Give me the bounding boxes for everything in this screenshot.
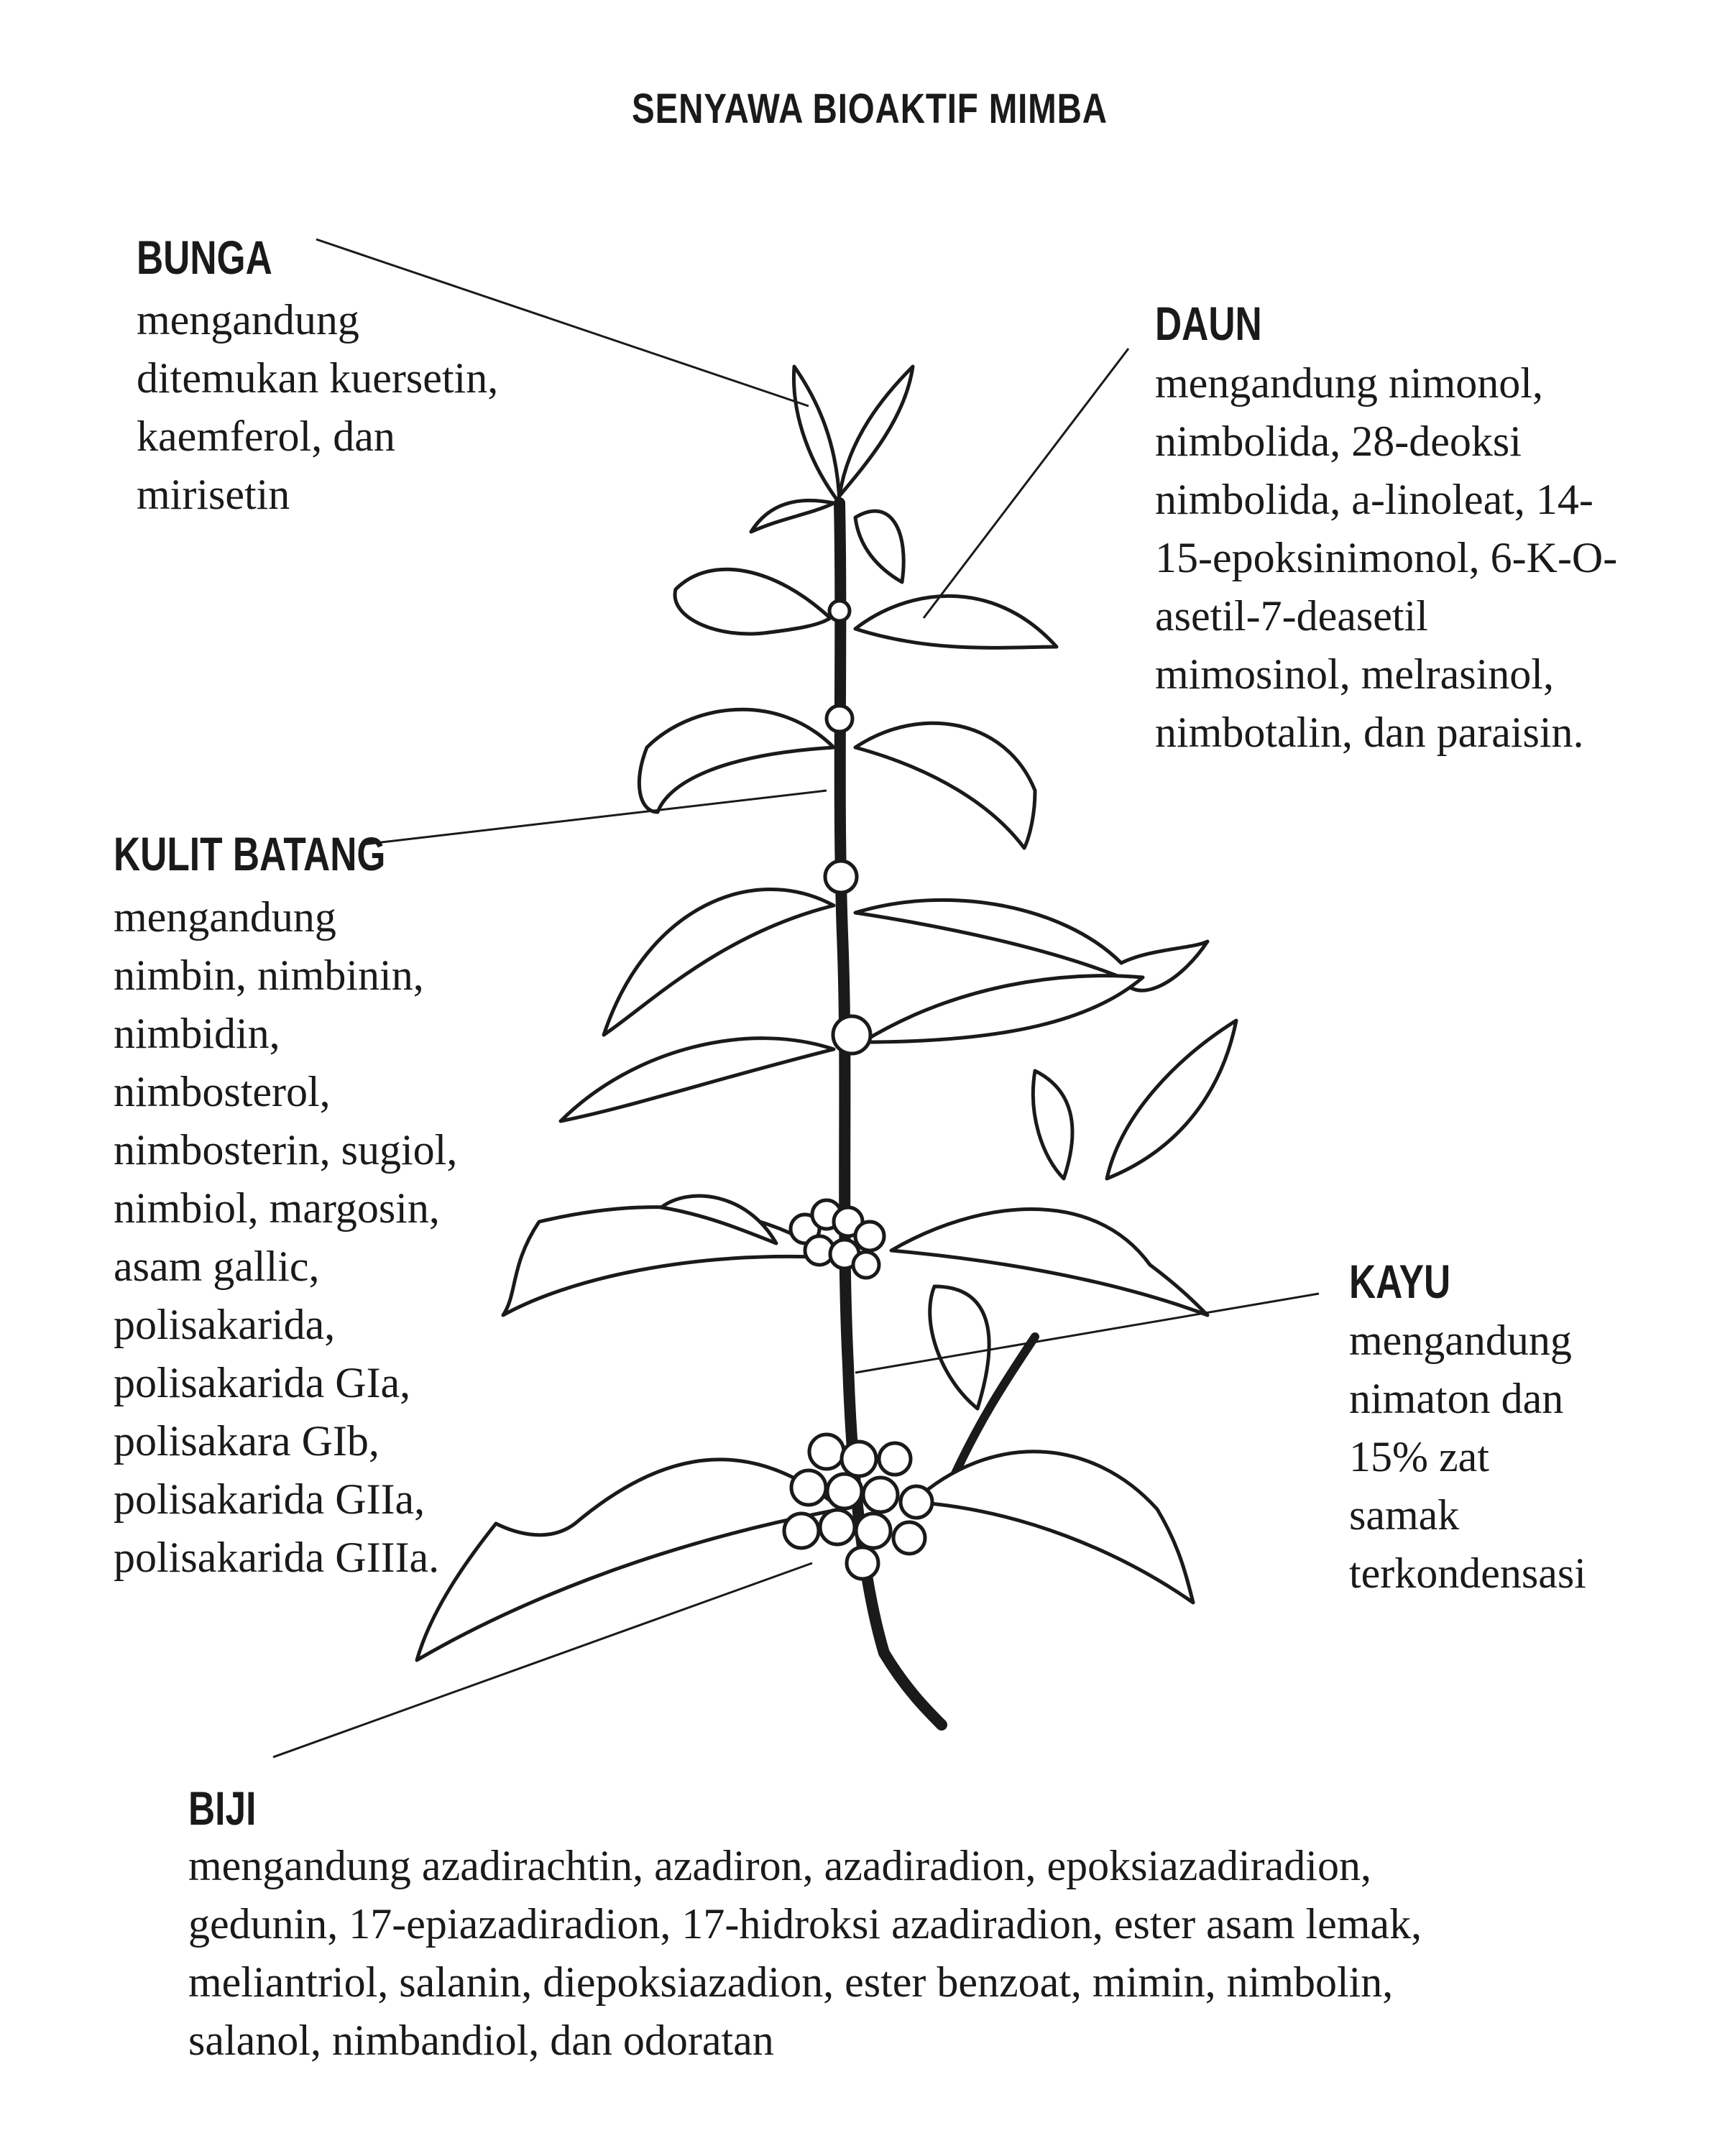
bunga-line: kaemferol, dan	[137, 413, 395, 460]
kayu-description	[1349, 1312, 1586, 1603]
bunga-line: mirisetin	[137, 471, 290, 518]
daun-line: mimosinol, melrasinol,	[1155, 650, 1554, 698]
kulit-batang-line: nimbiol, margosin,	[114, 1184, 440, 1232]
leaf-3-left	[604, 890, 834, 1036]
leaf-2-left	[639, 709, 834, 812]
top-leaf-right	[840, 367, 913, 496]
kulit-batang-line: polisakarida GIa,	[114, 1359, 411, 1406]
biji-line: mengandung azadirachtin, azadiron, azadiradion, epoksiazadiradion,	[188, 1842, 1371, 1889]
daun-line: mengandung nimonol,	[1155, 359, 1543, 407]
biji-description	[188, 1837, 1422, 2070]
daun-line: nimbotalin, dan paraisin.	[1155, 709, 1584, 756]
kulit-batang-line: nimbin, nimbinin,	[114, 952, 424, 999]
daun-line: nimbolida, a-linoleat, 14-	[1155, 476, 1593, 523]
kulit-batang-line: polisakarida GIIIa.	[114, 1534, 440, 1581]
kayu-line: nimaton dan	[1349, 1375, 1564, 1422]
biji-line: salanol, nimbandiol, dan odoratan	[188, 2017, 774, 2064]
daun-line: 15-epoksinimonol, 6-K-O-	[1155, 534, 1618, 581]
page-title: SENYAWA BIOAKTIF MIMBA	[632, 86, 1108, 132]
leader-line-kayu	[855, 1294, 1319, 1373]
kayu-line: samak	[1349, 1491, 1460, 1539]
bunga-heading: BUNGA	[137, 231, 272, 284]
biji-line: meliantriol, salanin, diepoksiazadion, ester benzoat, mimin, nimbolin,	[188, 1958, 1394, 2006]
kayu-line: mengandung	[1349, 1317, 1572, 1364]
top-leaf-left	[794, 367, 840, 503]
leaf-1-left	[675, 569, 830, 634]
berry-cluster-mid	[791, 1200, 884, 1278]
leaf-5-left	[503, 1207, 834, 1315]
bud-cluster-2	[827, 706, 852, 732]
daun-heading: DAUN	[1155, 297, 1262, 350]
lower-branch-leaf	[930, 1286, 989, 1409]
bud-cluster-1	[829, 601, 850, 621]
bottom-leaf-right	[913, 1452, 1193, 1603]
leader-line-daun	[924, 349, 1128, 618]
flower-cluster-4	[833, 1016, 870, 1054]
kulit-batang-description	[114, 888, 457, 1587]
leaf-1-right	[855, 596, 1057, 648]
kayu-line: terkondensasi	[1349, 1549, 1586, 1597]
side-leaf-1	[1033, 1071, 1072, 1179]
biji-heading: BIJI	[188, 1782, 257, 1835]
leaf-2-right	[855, 723, 1035, 848]
leaf-3-right	[855, 900, 1208, 990]
kulit-batang-line: nimbosterol,	[114, 1068, 331, 1115]
bunga-line: mengandung	[137, 296, 359, 344]
kulit-batang-line: polisakarida GIIa,	[114, 1475, 426, 1523]
daun-line: nimbolida, 28-deoksi	[1155, 418, 1522, 465]
leader-line-kulit-batang	[363, 791, 827, 844]
kayu-line: 15% zat	[1349, 1433, 1489, 1480]
flower-cluster-3	[825, 861, 857, 893]
kulit-batang-line: mengandung	[114, 893, 336, 941]
biji-line: gedunin, 17-epiazadiradion, 17-hidroksi azadiradion, ester asam lemak,	[188, 1900, 1422, 1948]
small-leaf-left	[751, 500, 834, 532]
kulit-batang-line: polisakara GIb,	[114, 1417, 380, 1465]
kulit-batang-line: asam gallic,	[114, 1243, 320, 1290]
bunga-line: ditemukan kuersetin,	[137, 354, 499, 402]
kulit-batang-line: polisakarida,	[114, 1301, 336, 1348]
kulit-batang-line: nimbidin,	[114, 1010, 280, 1057]
daun-description	[1155, 354, 1617, 762]
leaf-4-left	[561, 1038, 834, 1121]
daun-line: asetil-7-deasetil	[1155, 592, 1428, 640]
side-leaf-2	[1107, 1021, 1236, 1179]
kayu-heading: KAYU	[1349, 1255, 1451, 1308]
small-leaf-right	[855, 511, 903, 582]
kulit-batang-heading: KULIT BATANG	[114, 827, 386, 880]
kulit-batang-line: nimbosterin, sugiol,	[114, 1126, 458, 1174]
bunga-description	[137, 291, 498, 524]
leaf-4-right	[862, 976, 1143, 1042]
